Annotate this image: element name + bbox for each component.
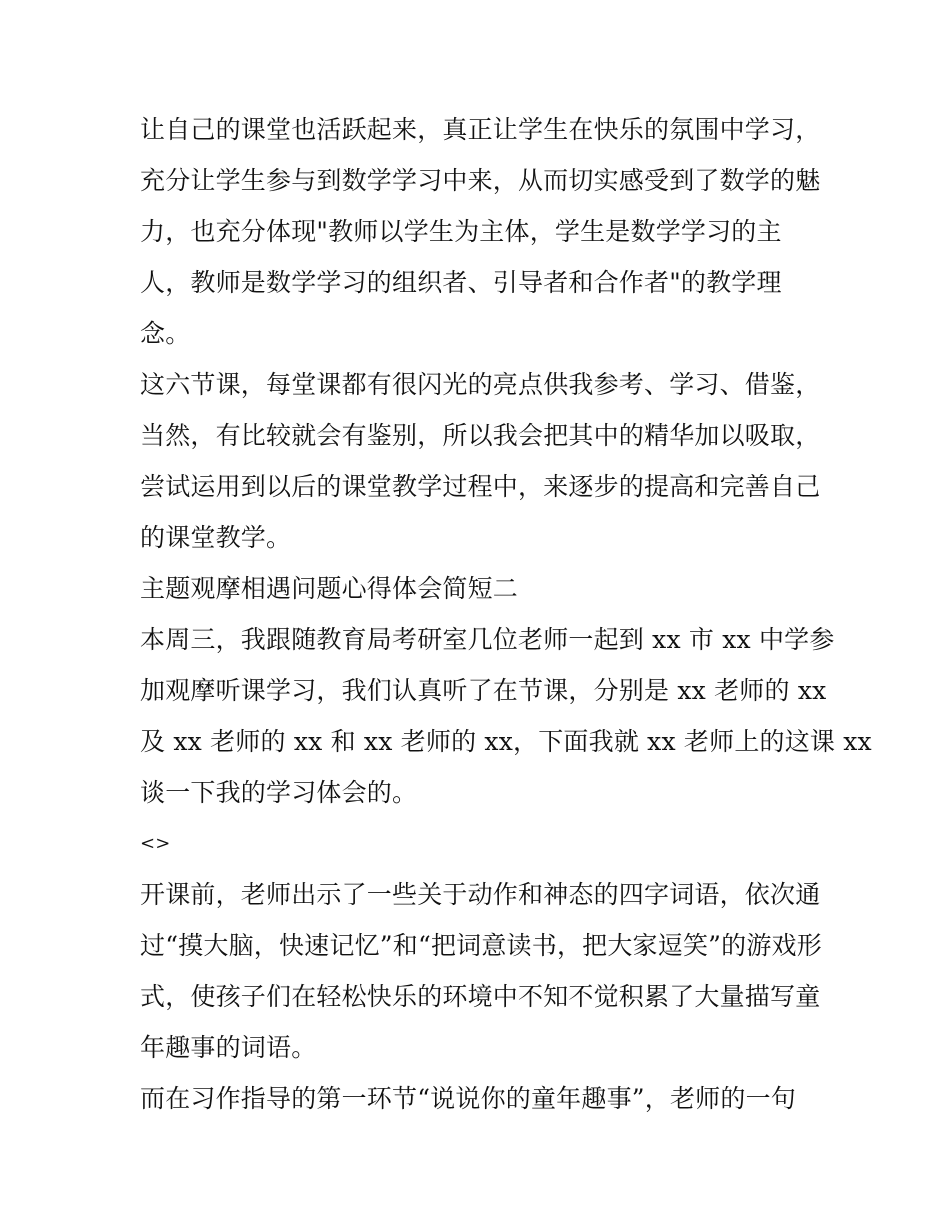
text-line: 开课前，老师出示了一些关于动作和神态的四字词语，依次通 <box>140 880 821 909</box>
text-line: 念。 <box>140 319 191 348</box>
text-line: 式，使孩子们在轻松快乐的环境中不知不觉积累了大量描写童 <box>140 982 821 1011</box>
text-line: 人，教师是数学学习的组织者、引导者和合作者"的教学理 <box>140 268 782 297</box>
section-heading: 主题观摩相遇问题心得体会简短二 <box>140 574 519 603</box>
text-line: 充分让学生参与到数学学习中来，从而切实感受到了数学的魅 <box>140 166 821 195</box>
text-line: 加观摩听课学习，我们认真听了在节课，分别是 xx 老师的 xx <box>140 676 827 705</box>
text-line: 的课堂教学。 <box>140 523 292 552</box>
text-line: 过“摸大脑，快速记忆”和“把词意读书，把大家逗笑”的游戏形 <box>140 931 822 960</box>
text-line: 年趣事的词语。 <box>140 1033 317 1062</box>
text-line: 让自己的课堂也活跃起来，真正让学生在快乐的氛围中学习， <box>140 115 821 144</box>
text-line: 及 xx 老师的 xx 和 xx 老师的 xx，下面我就 xx 老师上的这课 xx <box>140 727 872 756</box>
text-line: 力，也充分体现"教师以学生为主体，学生是数学学习的主 <box>140 217 782 246</box>
document-body <box>140 108 872 1128</box>
text-line: 谈一下我的学习体会的。 <box>140 778 418 807</box>
placeholder-brackets: <> <box>140 833 171 854</box>
text-line: 本周三，我跟随教育局考研室几位老师一起到 xx 市 xx 中学参 <box>140 625 835 654</box>
text-line: 而在习作指导的第一环节“说说你的童年趣事”，老师的一句 <box>140 1084 796 1113</box>
text-line: 尝试运用到以后的课堂教学过程中，来逐步的提高和完善自己 <box>140 472 821 501</box>
text-line: 这六节课，每堂课都有很闪光的亮点供我参考、学习、借鉴， <box>140 370 821 399</box>
text-line: 当然，有比较就会有鉴别，所以我会把其中的精华加以吸取， <box>140 421 821 450</box>
